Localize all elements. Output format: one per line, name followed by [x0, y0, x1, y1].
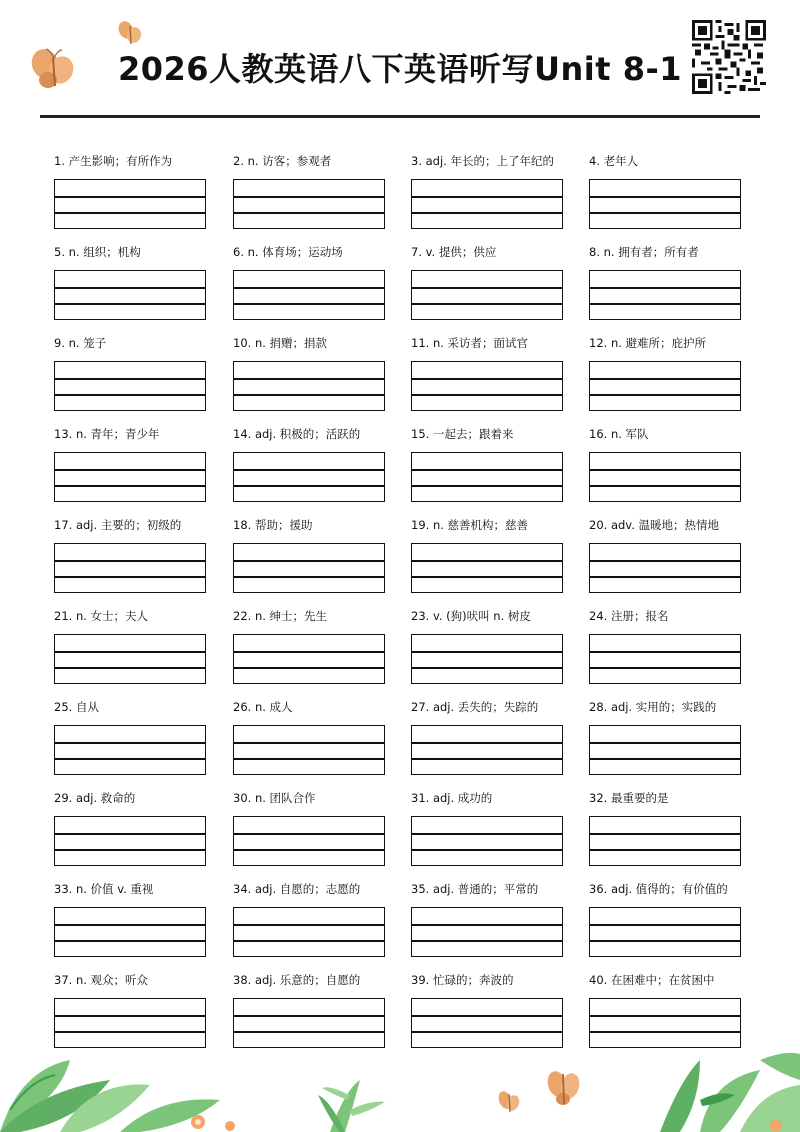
- item-prompt: 13. n. 青年；青少年: [54, 427, 160, 441]
- dictation-item: [589, 973, 749, 987]
- answer-box[interactable]: [589, 543, 741, 593]
- writing-line: [590, 303, 740, 305]
- item-prompt: 17. adj. 主要的；初级的: [54, 518, 182, 532]
- writing-line: [412, 469, 562, 471]
- writing-line: [55, 833, 205, 835]
- writing-line: [590, 576, 740, 578]
- answer-box[interactable]: [589, 634, 741, 684]
- writing-line: [590, 742, 740, 744]
- writing-line: [234, 303, 384, 305]
- writing-line: [590, 196, 740, 198]
- dictation-item: [54, 336, 214, 350]
- writing-line: [234, 287, 384, 289]
- leaves-and-flowers-decoration: [0, 1040, 800, 1132]
- answer-box[interactable]: [411, 543, 563, 593]
- item-prompt: 18. 帮助；援助: [233, 518, 313, 532]
- dictation-item: [54, 609, 214, 623]
- writing-line: [234, 940, 384, 942]
- writing-line: [234, 196, 384, 198]
- dictation-item: [411, 882, 571, 896]
- writing-line: [412, 485, 562, 487]
- item-prompt: 5. n. 组织；机构: [54, 245, 141, 259]
- writing-line: [234, 833, 384, 835]
- writing-line: [55, 469, 205, 471]
- writing-line: [590, 212, 740, 214]
- dictation-item: [54, 427, 214, 441]
- writing-line: [234, 394, 384, 396]
- writing-line: [55, 378, 205, 380]
- writing-line: [412, 560, 562, 562]
- dictation-item: [233, 973, 393, 987]
- writing-line: [55, 196, 205, 198]
- item-prompt: 22. n. 绅士；先生: [233, 609, 328, 623]
- writing-line: [412, 742, 562, 744]
- writing-line: [412, 303, 562, 305]
- answer-box[interactable]: [233, 816, 385, 866]
- item-prompt: 30. n. 团队合作: [233, 791, 316, 805]
- item-prompt: 32. 最重要的是: [589, 791, 669, 805]
- answer-box[interactable]: [411, 179, 563, 229]
- writing-line: [412, 758, 562, 760]
- writing-line: [412, 1031, 562, 1033]
- answer-box[interactable]: [411, 816, 563, 866]
- item-prompt: 15. 一起去；跟着来: [411, 427, 514, 441]
- dictation-item: [233, 882, 393, 896]
- item-prompt: 39. 忙碌的；奔波的: [411, 973, 514, 987]
- answer-box[interactable]: [54, 452, 206, 502]
- dictation-item: [233, 336, 393, 350]
- item-prompt: 3. adj. 年长的；上了年纪的: [411, 154, 554, 168]
- dictation-item: [589, 245, 749, 259]
- item-prompt: 14. adj. 积极的；活跃的: [233, 427, 361, 441]
- dictation-item: [589, 154, 749, 168]
- dictation-item: [233, 518, 393, 532]
- writing-line: [55, 394, 205, 396]
- writing-line: [412, 576, 562, 578]
- item-prompt: 38. adj. 乐意的；自愿的: [233, 973, 361, 987]
- item-prompt: 28. adj. 实用的；实践的: [589, 700, 717, 714]
- answer-box[interactable]: [54, 816, 206, 866]
- answer-box[interactable]: [589, 179, 741, 229]
- answer-box[interactable]: [233, 725, 385, 775]
- item-prompt: 11. n. 采访者；面试官: [411, 336, 529, 350]
- writing-line: [412, 940, 562, 942]
- writing-line: [55, 651, 205, 653]
- dictation-item: [411, 700, 571, 714]
- dictation-item: [233, 245, 393, 259]
- item-prompt: 36. adj. 值得的；有价值的: [589, 882, 728, 896]
- answer-box[interactable]: [589, 816, 741, 866]
- writing-line: [590, 940, 740, 942]
- dictation-item: [589, 882, 749, 896]
- writing-line: [234, 924, 384, 926]
- answer-box[interactable]: [233, 270, 385, 320]
- answer-box[interactable]: [54, 725, 206, 775]
- answer-box[interactable]: [54, 361, 206, 411]
- item-prompt: 37. n. 观众；听众: [54, 973, 149, 987]
- item-prompt: 16. n. 军队: [589, 427, 649, 441]
- writing-line: [412, 394, 562, 396]
- writing-line: [590, 924, 740, 926]
- writing-line: [412, 924, 562, 926]
- writing-line: [590, 485, 740, 487]
- answer-box[interactable]: [411, 270, 563, 320]
- item-prompt: 10. n. 捐赠；捐款: [233, 336, 328, 350]
- item-prompt: 7. v. 提供；供应: [411, 245, 497, 259]
- dictation-item: [233, 791, 393, 805]
- item-prompt: 8. n. 拥有者；所有者: [589, 245, 699, 259]
- writing-line: [234, 758, 384, 760]
- writing-line: [590, 560, 740, 562]
- writing-line: [234, 849, 384, 851]
- writing-line: [55, 1031, 205, 1033]
- writing-line: [55, 560, 205, 562]
- writing-line: [234, 469, 384, 471]
- answer-box[interactable]: [411, 361, 563, 411]
- item-prompt: 6. n. 体育场；运动场: [233, 245, 343, 259]
- writing-line: [590, 758, 740, 760]
- answer-box[interactable]: [233, 634, 385, 684]
- answer-box[interactable]: [589, 452, 741, 502]
- writing-line: [55, 485, 205, 487]
- writing-line: [412, 849, 562, 851]
- answer-box[interactable]: [589, 270, 741, 320]
- item-prompt: 34. adj. 自愿的；志愿的: [233, 882, 361, 896]
- answer-box[interactable]: [411, 725, 563, 775]
- writing-line: [55, 742, 205, 744]
- answer-box[interactable]: [233, 452, 385, 502]
- writing-line: [234, 1031, 384, 1033]
- answer-box[interactable]: [233, 907, 385, 957]
- writing-line: [590, 1031, 740, 1033]
- answer-box[interactable]: [54, 179, 206, 229]
- dictation-item: [411, 518, 571, 532]
- item-prompt: 24. 注册；报名: [589, 609, 669, 623]
- dictation-item: [411, 973, 571, 987]
- writing-line: [55, 212, 205, 214]
- page-title: 2026人教英语八下英语听写Unit 8-1: [117, 50, 683, 88]
- writing-line: [590, 287, 740, 289]
- item-prompt: 31. adj. 成功的: [411, 791, 493, 805]
- dictation-item: [54, 700, 214, 714]
- dictation-item: [54, 973, 214, 987]
- answer-box[interactable]: [233, 543, 385, 593]
- writing-line: [234, 742, 384, 744]
- item-prompt: 4. 老年人: [589, 154, 639, 168]
- item-prompt: 21. n. 女士；夫人: [54, 609, 149, 623]
- item-prompt: 9. n. 笼子: [54, 336, 107, 350]
- dictation-item: [233, 154, 393, 168]
- writing-line: [412, 212, 562, 214]
- answer-box[interactable]: [233, 179, 385, 229]
- writing-line: [590, 651, 740, 653]
- answer-box[interactable]: [54, 270, 206, 320]
- writing-line: [590, 849, 740, 851]
- writing-line: [234, 576, 384, 578]
- writing-line: [234, 560, 384, 562]
- item-prompt: 40. 在困难中；在贫困中: [589, 973, 715, 987]
- dictation-item: [411, 154, 571, 168]
- writing-line: [412, 196, 562, 198]
- writing-line: [590, 394, 740, 396]
- dictation-item: [411, 427, 571, 441]
- item-prompt: 23. v. (狗)吠叫 n. 树皮: [411, 609, 531, 623]
- dictation-item: [54, 245, 214, 259]
- dictation-item: [54, 791, 214, 805]
- dictation-item: [411, 791, 571, 805]
- writing-line: [55, 1015, 205, 1017]
- writing-line: [234, 378, 384, 380]
- writing-line: [234, 651, 384, 653]
- item-prompt: 35. adj. 普通的；平常的: [411, 882, 539, 896]
- writing-line: [412, 287, 562, 289]
- writing-line: [55, 576, 205, 578]
- item-prompt: 26. n. 成人: [233, 700, 293, 714]
- dictation-item: [589, 609, 749, 623]
- writing-line: [590, 378, 740, 380]
- answer-box[interactable]: [54, 543, 206, 593]
- writing-line: [234, 485, 384, 487]
- writing-line: [590, 833, 740, 835]
- writing-line: [55, 667, 205, 669]
- item-prompt: 27. adj. 丢失的；失踪的: [411, 700, 539, 714]
- writing-line: [412, 651, 562, 653]
- dictation-item: [411, 336, 571, 350]
- dictation-item: [411, 245, 571, 259]
- item-prompt: 2. n. 访客；参观者: [233, 154, 332, 168]
- answer-box[interactable]: [54, 634, 206, 684]
- writing-line: [590, 1015, 740, 1017]
- item-prompt: 29. adj. 救命的: [54, 791, 136, 805]
- dictation-item: [411, 609, 571, 623]
- dictation-item: [233, 609, 393, 623]
- answer-box[interactable]: [411, 452, 563, 502]
- answer-box[interactable]: [589, 725, 741, 775]
- item-prompt: 1. 产生影响；有所作为: [54, 154, 173, 168]
- dictation-item: [589, 791, 749, 805]
- writing-line: [590, 667, 740, 669]
- dictation-item: [233, 427, 393, 441]
- answer-box[interactable]: [411, 634, 563, 684]
- answer-box[interactable]: [411, 907, 563, 957]
- writing-line: [412, 378, 562, 380]
- item-prompt: 12. n. 避难所；庇护所: [589, 336, 707, 350]
- writing-line: [412, 1015, 562, 1017]
- writing-line: [412, 833, 562, 835]
- writing-line: [55, 287, 205, 289]
- dictation-item: [589, 518, 749, 532]
- writing-line: [55, 303, 205, 305]
- writing-line: [234, 212, 384, 214]
- item-prompt: 19. n. 慈善机构；慈善: [411, 518, 529, 532]
- writing-line: [55, 758, 205, 760]
- writing-line: [55, 940, 205, 942]
- dictation-item: [54, 154, 214, 168]
- answer-box[interactable]: [589, 907, 741, 957]
- dictation-item: [589, 427, 749, 441]
- dictation-item: [54, 882, 214, 896]
- writing-line: [55, 924, 205, 926]
- dictation-item: [54, 518, 214, 532]
- item-prompt: 25. 自从: [54, 700, 99, 714]
- answer-box[interactable]: [54, 907, 206, 957]
- answer-box[interactable]: [589, 361, 741, 411]
- writing-line: [590, 469, 740, 471]
- writing-line: [234, 1015, 384, 1017]
- answer-box[interactable]: [233, 361, 385, 411]
- item-prompt: 33. n. 价值 v. 重视: [54, 882, 154, 896]
- dictation-item: [589, 700, 749, 714]
- dictation-item: [589, 336, 749, 350]
- writing-line: [55, 849, 205, 851]
- dictation-item: [233, 700, 393, 714]
- item-prompt: 20. adv. 温暖地；热情地: [589, 518, 720, 532]
- writing-line: [412, 667, 562, 669]
- writing-line: [234, 667, 384, 669]
